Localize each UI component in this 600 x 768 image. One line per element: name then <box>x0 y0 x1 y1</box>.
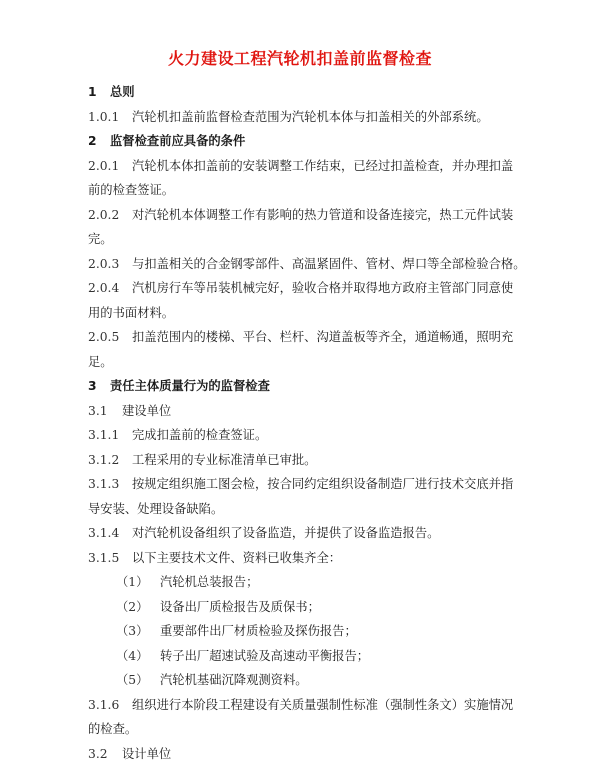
clause-3-1-1 <box>88 423 528 448</box>
subsection-3-2 <box>88 742 528 767</box>
clause-2-0-1 <box>88 154 528 179</box>
section-title: 总则 <box>110 85 135 99</box>
clause-text: 汽轮机本体扣盖前的安装调整工作结束，已经过扣盖检查，并办理扣盖 <box>132 158 514 173</box>
clause-number: 3.1 <box>88 403 108 418</box>
clause-number: 2.0.5 <box>88 330 120 344</box>
clause-2-0-4 <box>88 276 528 301</box>
section-heading-1 <box>88 80 528 105</box>
clause-number: 3.1.2 <box>88 452 120 467</box>
clause-number: 3.1.1 <box>88 428 120 442</box>
clause-3-1-6 <box>88 693 528 718</box>
list-marker: （1） <box>116 575 149 589</box>
clause-number: 3.2 <box>88 746 108 761</box>
clause-3-1-2 <box>88 448 528 473</box>
list-item <box>88 644 528 669</box>
clause-text: 设计单位 <box>122 746 172 761</box>
section-number: 3 <box>88 379 97 393</box>
section-heading-2 <box>88 129 528 154</box>
list-item <box>88 570 528 595</box>
clause-number: 3.1.4 <box>88 526 120 540</box>
clause-number: 1.0.1 <box>88 109 120 124</box>
clause-number: 2.0.1 <box>88 158 120 173</box>
clause-number: 2.0.3 <box>88 256 120 271</box>
clause-2-0-2 <box>88 203 528 228</box>
clause-2-0-4-cont: 用的书面材料。 <box>88 305 175 320</box>
list-text: 汽轮机基础沉降观测资料。 <box>160 673 308 687</box>
list-item <box>88 668 528 693</box>
clause-3-1-5 <box>88 546 528 571</box>
clause-2-0-5 <box>88 325 528 350</box>
clause-text: 与扣盖相关的合金钢零部件、高温紧固件、管材、焊口等全部检验合格。 <box>132 256 526 271</box>
clause-text: 完成扣盖前的检查签证。 <box>132 428 268 442</box>
list-marker: （3） <box>116 624 149 638</box>
list-item <box>88 595 528 620</box>
document-body <box>88 80 528 766</box>
clause-3-1-3 <box>88 472 528 497</box>
clause-text: 对汽轮机设备组织了设备监造，并提供了设备监造报告。 <box>132 526 440 540</box>
clause-2-0-1-cont: 前的检查签证。 <box>88 183 175 197</box>
clause-2-0-3 <box>88 252 528 277</box>
clause-3-1-3-cont: 导安装、处理设备缺陷。 <box>88 501 224 516</box>
clause-3-1-6-cont: 的检查。 <box>88 722 138 736</box>
clause-text: 汽机房行车等吊装机械完好，验收合格并取得地方政府主管部门同意使 <box>132 281 514 295</box>
section-title: 责任主体质量行为的监督检查 <box>110 379 270 393</box>
clause-number: 3.1.5 <box>88 550 120 565</box>
subsection-3-1 <box>88 399 528 424</box>
list-text: 转子出厂超速试验及高速动平衡报告； <box>160 648 370 663</box>
clause-number: 2.0.4 <box>88 281 120 295</box>
clause-text: 工程采用的专业标准清单已审批。 <box>132 452 317 467</box>
list-marker: （5） <box>116 673 149 687</box>
clause-2-0-5-cont: 足。 <box>88 354 113 369</box>
clause-text: 扣盖范围内的楼梯、平台、栏杆、沟道盖板等齐全，通道畅通，照明充 <box>132 330 514 344</box>
clause-text: 汽轮机扣盖前监督检查范围为汽轮机本体与扣盖相关的外部系统。 <box>132 109 489 124</box>
section-number: 2 <box>88 134 97 148</box>
section-heading-3 <box>88 374 528 399</box>
list-marker: （4） <box>116 648 149 663</box>
list-text: 汽轮机总装报告； <box>160 575 259 589</box>
list-text: 设备出厂质检报告及质保书； <box>160 599 320 614</box>
list-marker: （2） <box>116 599 149 614</box>
clause-3-1-4 <box>88 521 528 546</box>
clause-number: 3.1.3 <box>88 477 120 491</box>
clause-1-0-1 <box>88 105 528 130</box>
clause-number: 3.1.6 <box>88 697 120 712</box>
clause-number: 2.0.2 <box>88 207 120 222</box>
list-item <box>88 619 528 644</box>
clause-2-0-2-cont: 完。 <box>88 232 113 246</box>
list-text: 重要部件出厂材质检验及探伤报告； <box>160 624 357 638</box>
clause-text: 以下主要技术文件、资料已收集齐全： <box>132 550 342 565</box>
section-number: 1 <box>88 85 97 99</box>
clause-text: 组织进行本阶段工程建设有关质量强制性标准（强制性条文）实施情况 <box>132 697 514 712</box>
page-title: 火力建设工程汽轮机扣盖前监督检查 <box>167 49 432 68</box>
clause-text: 建设单位 <box>122 403 172 418</box>
section-title: 监督检查前应具备的条件 <box>110 134 246 148</box>
clause-text: 对汽轮机本体调整工作有影响的热力管道和设备连接完，热工元件试装 <box>132 207 514 222</box>
clause-text: 按规定组织施工图会检，按合同约定组织设备制造厂进行技术交底并指 <box>132 477 514 491</box>
